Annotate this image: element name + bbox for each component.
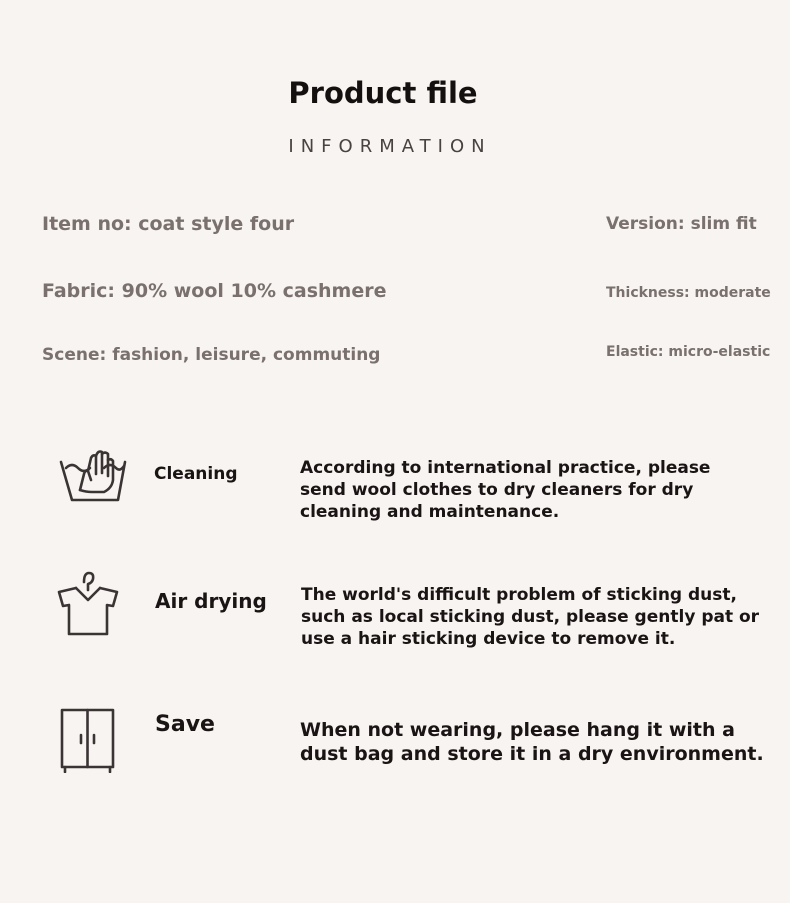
spec-elastic: Elastic: micro-elastic [606,344,771,360]
care-desc-line: use a hair sticking device to remove it. [301,629,676,649]
care-label-save: Save [155,712,215,737]
page-subtitle: INFORMATION [288,136,492,157]
page-title: Product file [288,76,478,110]
hand-wash-icon [58,446,128,506]
care-desc-line: dust bag and store it in a dry environment. [300,743,764,765]
spec-thickness: Thickness: moderate [606,285,771,301]
spec-version: Version: slim fit [606,214,757,234]
spec-scene: Scene: fashion, leisure, commuting [42,345,381,365]
care-desc-line: send wool clothes to dry cleaners for dry [300,480,694,500]
care-label-air-drying: Air drying [155,589,267,613]
spec-fabric: Fabric: 90% wool 10% cashmere [42,280,387,302]
care-desc-line: When not wearing, please hang it with a [300,719,735,741]
care-desc-line: According to international practice, please [300,458,711,478]
hanger-shirt-icon [56,570,120,638]
wardrobe-icon [58,707,118,773]
care-desc-line: such as local sticking dust, please gently pat or [301,607,760,627]
care-desc-save [300,718,764,766]
care-desc-line: The world's difficult problem of sticking dust, [301,585,737,605]
spec-item-no: Item no: coat style four [42,213,295,235]
care-desc-line: cleaning and maintenance. [300,502,560,522]
care-desc-cleaning [300,457,740,523]
care-desc-air-drying [301,584,760,650]
care-label-cleaning: Cleaning [154,464,238,484]
